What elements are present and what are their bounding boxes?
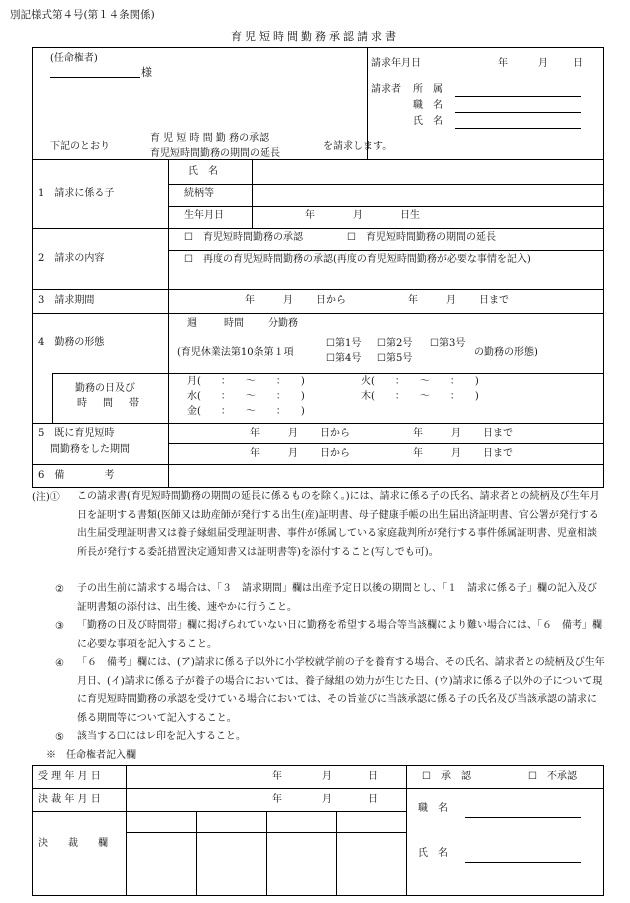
note-1: この請求書(育児短時間勤務の期間の延長に係るものを除く。)には、請求に係る子の氏名、請求者との続柄及び生年月日を証明する書類(医師又は助産師が発行する出生(産)証明書、母子健康手帳の出生届出済証明書、官公署が発行する出生届受理証明書又は養子縁組届受理証明書、事件が係属している家庭裁判所が発行する事件係属証明書、児童相談所長が発行する委託措置決定通知書又は証明書等)を添付すること(写しでも可)。 (77, 491, 600, 558)
received-date-label: 受 理 年 月 日 (38, 771, 101, 782)
thursday-slot[interactable]: 木( ： ～ ： ) (361, 391, 479, 402)
section5-label-2: 間勤務をした期間 (50, 444, 130, 455)
rule (32, 159, 604, 160)
prior1-from-month: 月 (288, 428, 298, 439)
note-5-mark: ⑤ (55, 732, 64, 743)
section4-label: 4 勤務の形態 (38, 337, 105, 348)
weekly-label: 週 (187, 318, 197, 329)
rule (32, 788, 406, 789)
name-label: 氏 名 (413, 116, 443, 127)
wednesday-slot[interactable]: 水( ： ～ ： ) (187, 391, 305, 402)
checkbox-item5[interactable]: ☐第5号 (377, 353, 413, 364)
rule (32, 289, 604, 290)
checkbox-item1[interactable]: ☐第1号 (326, 338, 362, 349)
child-column-divider (252, 159, 253, 228)
period-to-month: 月 (446, 295, 456, 306)
rule (168, 250, 604, 251)
period-from-day: 日から (316, 295, 346, 306)
checkbox-item4[interactable]: ☐第4号 (326, 353, 362, 364)
received-year: 年 (272, 771, 282, 782)
rule (168, 443, 604, 444)
decision-year: 年 (272, 794, 282, 805)
authority-table (32, 765, 604, 896)
law-reference: (育児休業法第10条第１項 (177, 347, 294, 358)
name-field[interactable] (455, 128, 581, 129)
prior2-to-year: 年 (413, 448, 423, 459)
request-date-label: 請求年月日 (371, 58, 421, 69)
prior2-from-month: 月 (288, 448, 298, 459)
schedule-indent-divider (52, 373, 53, 423)
stamp-rule (126, 832, 406, 833)
rule (32, 228, 604, 229)
rule (168, 184, 604, 185)
authority-right-divider (406, 765, 407, 896)
authority-label-divider (126, 765, 127, 896)
note-2: 子の出生前に請求する場合は、「３ 請求期間」欄は出産予定日以後の期間とし、「１ 請求に係る子」欄の記入及び証明書類の添付は、出生後、速やかに行うこと。 (77, 583, 597, 613)
law-tail: の勤務の形態) (474, 347, 538, 358)
friday-slot[interactable]: 金( ： ～ ： ) (187, 406, 305, 417)
authority-name-field[interactable] (465, 862, 581, 863)
authority-name-label: 氏 名 (418, 848, 448, 859)
stamp-divider (196, 811, 197, 896)
note-2-mark: ② (55, 584, 64, 595)
position-label: 職 名 (413, 100, 443, 111)
intro-option-approval: 育 児 短 時 間 勤 務の承認 (150, 133, 270, 144)
stamp-divider (336, 811, 337, 896)
minutes-label: 分勤務 (268, 318, 298, 329)
prior1-to-year: 年 (413, 428, 423, 439)
note-3-mark: ③ (55, 621, 64, 632)
birth-year: 年 (305, 210, 315, 221)
stamp-divider (266, 811, 267, 896)
checkbox-reapproval[interactable]: ☐ 再度の育児短時間勤務の承認(再度の育児短時間勤務が必要な事情を記入) (184, 254, 531, 265)
rule (32, 811, 406, 812)
prior1-from-year: 年 (250, 428, 260, 439)
child-relation-label: 続柄等 (184, 188, 214, 199)
note-prefix: (注)① (32, 492, 60, 503)
tuesday-slot[interactable]: 火( ： ～ ： ) (361, 376, 479, 387)
prior2-to-day: 日まで (483, 448, 513, 459)
checkbox-item2[interactable]: ☐第2号 (377, 338, 413, 349)
note-4: 「６ 備考」欄には、(ア)請求に係る子以外に小学校就学前の子を養育する場合、その氏名、請求者との続柄及び生年月日、(イ)請求に係る子が養子の場合においては、養子縁組の効力が生じた日、(ウ)請求に係る子以外の子について現に育児短時間勤務の承認を受けている場合においては、その旨並びに当該承認に係る子の氏名及び当該承認の請求に係る期間等について記入すること。 (77, 657, 605, 724)
section5-label: 5 既に育児短時 (38, 428, 115, 439)
decision-day: 日 (368, 794, 378, 805)
decision-date-label: 決 裁 年 月 日 (38, 794, 101, 805)
decision-stamp-label: 決 裁 欄 (38, 838, 108, 849)
form-number: 別記様式第４号(第１４条関係) (10, 9, 155, 21)
checkbox-reject[interactable]: ☐ 不承認 (528, 771, 577, 782)
request-date-year: 年 (498, 58, 508, 69)
checkbox-approve[interactable]: ☐ 承 認 (422, 771, 471, 782)
request-date-day: 日 (573, 58, 583, 69)
note-3: 「勤務の日及び時間帯」欄に掲げられていない日に勤務を希望する場合等当該欄により難い場合には、「６ 備考」欄に必要な事項を記入すること。 (77, 620, 602, 650)
rule (32, 423, 604, 424)
affiliation-field[interactable] (455, 96, 581, 97)
prior2-from-day: 日から (320, 448, 350, 459)
section1-label: 1 請求に係る子 (38, 188, 115, 199)
position-field[interactable] (455, 112, 581, 113)
checkbox-approval[interactable]: ☐ 育児短時間勤務の承認 (184, 232, 303, 243)
section3-label: 3 請求期間 (38, 295, 95, 306)
child-birth-label: 生年月日 (184, 210, 224, 221)
period-to-day: 日まで (479, 295, 509, 306)
addressee-line[interactable] (50, 77, 140, 78)
addressee-label: (任命権者) (50, 53, 98, 64)
request-date-month: 月 (538, 58, 548, 69)
prior1-to-month: 月 (451, 428, 461, 439)
addressee-suffix: 様 (141, 66, 152, 79)
affiliation-label: 所 属 (413, 84, 443, 95)
intro-option-extension: 育児短時間勤務の期間の延長 (150, 148, 280, 159)
rule (168, 206, 604, 207)
received-month: 月 (322, 771, 332, 782)
prior2-from-year: 年 (250, 448, 260, 459)
note-5: 該当する☐にはレ印を記入すること。 (77, 731, 246, 742)
birth-day: 日生 (400, 210, 420, 221)
rule (52, 373, 604, 374)
received-day: 日 (368, 771, 378, 782)
period-from-year: 年 (245, 295, 255, 306)
schedule-label: 勤務の日及び (75, 383, 135, 394)
intro-lead: 下記のとおり (50, 141, 110, 152)
prior2-to-month: 月 (451, 448, 461, 459)
prior1-to-day: 日まで (483, 428, 513, 439)
monday-slot[interactable]: 月( ： ～ ： ) (187, 376, 305, 387)
birth-month: 月 (353, 210, 363, 221)
requester-label: 請求者 (371, 84, 401, 95)
period-from-month: 月 (283, 295, 293, 306)
authority-position-label: 職 名 (418, 803, 448, 814)
hours-label: 時間 (224, 318, 244, 329)
rule (32, 313, 604, 314)
period-to-year: 年 (408, 295, 418, 306)
decision-month: 月 (322, 794, 332, 805)
section2-label: 2 請求の内容 (38, 253, 105, 264)
request-form (32, 47, 604, 488)
checkbox-item3[interactable]: ☐第3号 (430, 338, 466, 349)
note-4-mark: ④ (55, 658, 64, 669)
page-title: 育児短時間勤務承認請求書 (231, 30, 399, 43)
authority-heading: ※ 任命権者記入欄 (46, 750, 136, 761)
checkbox-extension[interactable]: ☐ 育児短時間勤務の期間の延長 (347, 232, 496, 243)
label-column-divider (168, 159, 169, 488)
authority-position-field[interactable] (465, 817, 581, 818)
prior1-from-day: 日から (320, 428, 350, 439)
rule (406, 788, 604, 789)
remarks-field[interactable] (169, 465, 603, 487)
section6-label: 6 備 考 (38, 470, 115, 481)
intro-tail: を請求します。 (323, 141, 393, 152)
child-name-label: 氏 名 (188, 166, 218, 177)
schedule-label-2: 時 間 帯 (77, 398, 142, 409)
